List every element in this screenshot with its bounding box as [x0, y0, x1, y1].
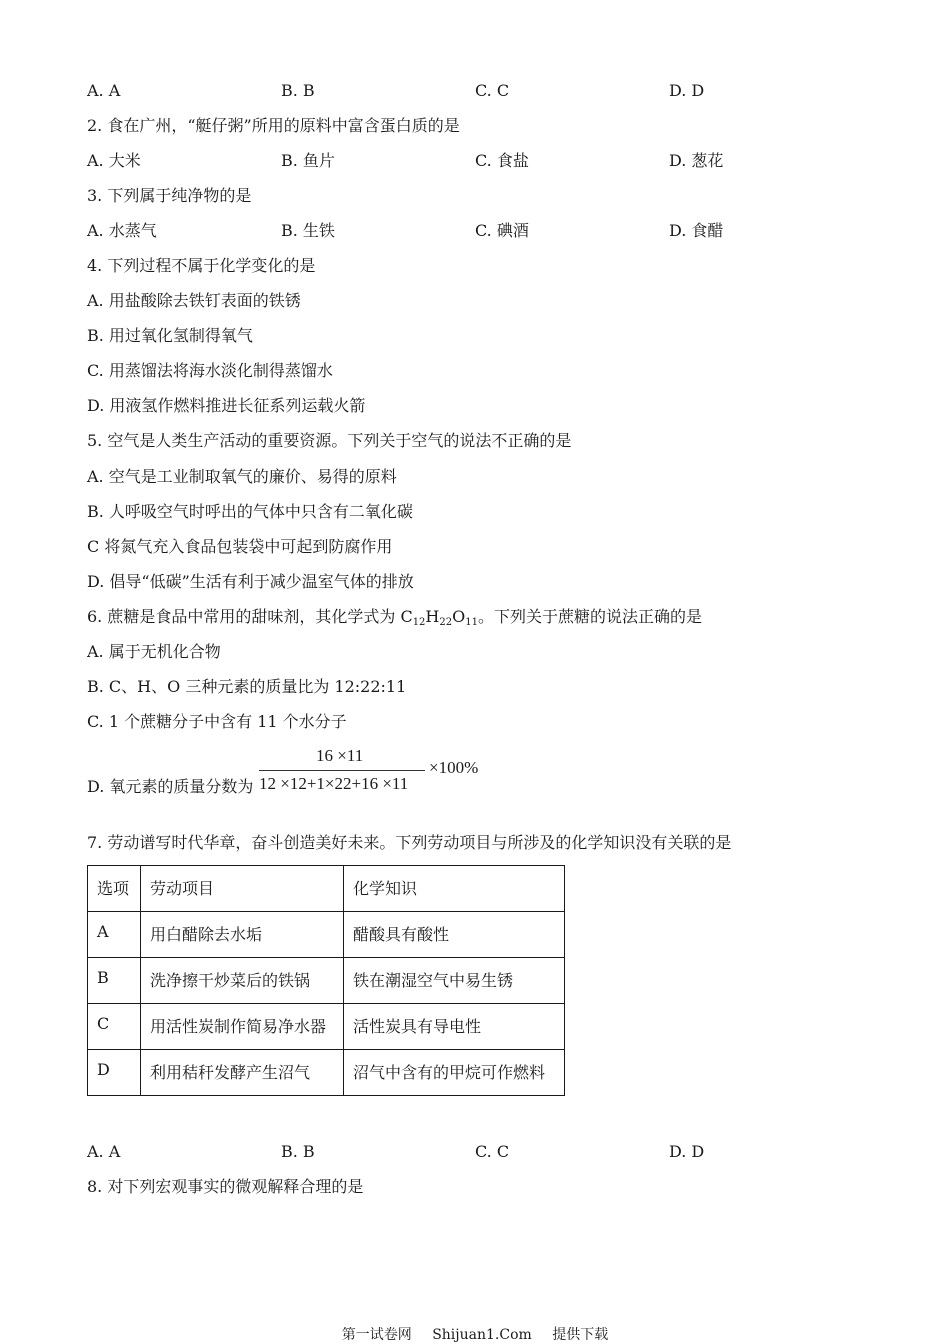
q6-stem-before: 6. 蔗糖是食品中常用的甜味剂，其化学式为 C [87, 607, 413, 626]
q2-option-a: A. 大米 [87, 151, 141, 170]
fraction-numerator: 16 ×11 [316, 746, 364, 765]
q5-option-a: A. 空气是工业制取氧气的廉价、易得的原料 [87, 467, 397, 486]
fraction-denominator: 12 ×12+1×22+16 ×11 [259, 774, 409, 793]
q7-option-d: D. D [669, 1142, 705, 1161]
q2-stem: 2. 食在广州，“艇仔粥”所用的原料中富含蛋白质的是 [87, 116, 460, 135]
q2-option-c: C. 食盐 [475, 151, 529, 170]
q6-option-b: B. C、H、O 三种元素的质量比为 12:22:11 [87, 677, 407, 696]
q6-stem-after: 。下列关于蔗糖的说法正确的是 [477, 607, 702, 626]
table-header-row [88, 866, 565, 912]
q2-options [87, 151, 867, 171]
q6-stem [87, 607, 702, 633]
q1-option-c: C. C [475, 81, 510, 100]
table-cell: D [88, 1050, 141, 1096]
q1-option-a: A. A [87, 81, 121, 100]
q3-option-b: B. 生铁 [281, 221, 335, 240]
q1-option-b: B. B [281, 81, 315, 100]
table-header-cell: 选项 [88, 866, 141, 912]
q5-option-c: C 将氮气充入食品包装袋中可起到防腐作用 [87, 537, 393, 556]
table-row [88, 1050, 565, 1096]
footer-note: 提供下载 [552, 1327, 609, 1343]
table-row [88, 1004, 565, 1050]
q3-option-d: D. 食醋 [669, 221, 724, 240]
q6-h: H [425, 607, 440, 626]
table-header-cell: 化学知识 [344, 866, 565, 912]
q5-option-d: D. 倡导“低碳”生活有利于减少温室气体的排放 [87, 572, 414, 591]
q4-option-b: B. 用过氧化氢制得氧气 [87, 326, 253, 345]
footer-domain[interactable]: Shijuan1.Com [432, 1327, 532, 1343]
q3-stem: 3. 下列属于纯净物的是 [87, 186, 252, 205]
q6-sub-11: 11 [465, 617, 478, 628]
q7-stem: 7. 劳动谱写时代华章，奋斗创造美好未来。下列劳动项目与所涉及的化学知识没有关联的是 [87, 833, 732, 852]
q5-stem: 5. 空气是人类生产活动的重要资源。下列关于空气的说法不正确的是 [87, 431, 572, 450]
q7-option-c: C. C [475, 1142, 510, 1161]
q3-option-a: A. 水蒸气 [87, 221, 157, 240]
q6-o: O [452, 607, 466, 626]
q6-sub-12: 12 [412, 617, 426, 628]
q6-sub-22: 22 [439, 617, 453, 628]
q6-option-d-prefix: D. 氧元素的质量分数为 [87, 777, 254, 796]
q6-option-d [87, 744, 587, 800]
table-row [88, 912, 565, 958]
q4-option-c: C. 用蒸馏法将海水淡化制得蒸馏水 [87, 361, 333, 380]
table-row [88, 958, 565, 1004]
q1-options [87, 81, 867, 101]
fraction-tail: ×100% [429, 758, 479, 777]
q4-option-d: D. 用液氢作燃料推进长征系列运载火箭 [87, 396, 366, 415]
table-cell: 醋酸具有酸性 [344, 912, 565, 958]
q2-option-d: D. 葱花 [669, 151, 724, 170]
table-cell: B [88, 958, 141, 1004]
q7-table [87, 865, 565, 1096]
q4-option-a: A. 用盐酸除去铁钉表面的铁锈 [87, 291, 301, 310]
q4-stem: 4. 下列过程不属于化学变化的是 [87, 256, 316, 275]
q1-option-d: D. D [669, 81, 705, 100]
table-cell: 铁在潮湿空气中易生锈 [344, 958, 565, 1004]
table-cell: 洗净擦干炒菜后的铁锅 [141, 958, 344, 1004]
q3-option-c: C. 碘酒 [475, 221, 529, 240]
q6-option-a: A. 属于无机化合物 [87, 642, 221, 661]
q6-option-c: C. 1 个蔗糖分子中含有 11 个水分子 [87, 712, 347, 731]
table-cell: 用活性炭制作简易净水器 [141, 1004, 344, 1050]
table-cell: 利用秸秆发酵产生沼气 [141, 1050, 344, 1096]
q7-option-b: B. B [281, 1142, 315, 1161]
table-cell: 用白醋除去水垢 [141, 912, 344, 958]
footer-site-name: 第一试卷网 [341, 1327, 412, 1343]
q5-option-b: B. 人呼吸空气时呼出的气体中只含有二氧化碳 [87, 502, 413, 521]
q7-options [87, 1142, 867, 1162]
table-cell: 沼气中含有的甲烷可作燃料 [344, 1050, 565, 1096]
q3-options [87, 221, 867, 241]
q8-stem: 8. 对下列宏观事实的微观解释合理的是 [87, 1177, 364, 1196]
fraction-bar [259, 770, 425, 771]
table-cell: C [88, 1004, 141, 1050]
q2-option-b: B. 鱼片 [281, 151, 335, 170]
table-cell: A [88, 912, 141, 958]
page-footer [0, 1326, 950, 1344]
table-header-cell: 劳动项目 [141, 866, 344, 912]
q7-option-a: A. A [87, 1142, 121, 1161]
table-cell: 活性炭具有导电性 [344, 1004, 565, 1050]
